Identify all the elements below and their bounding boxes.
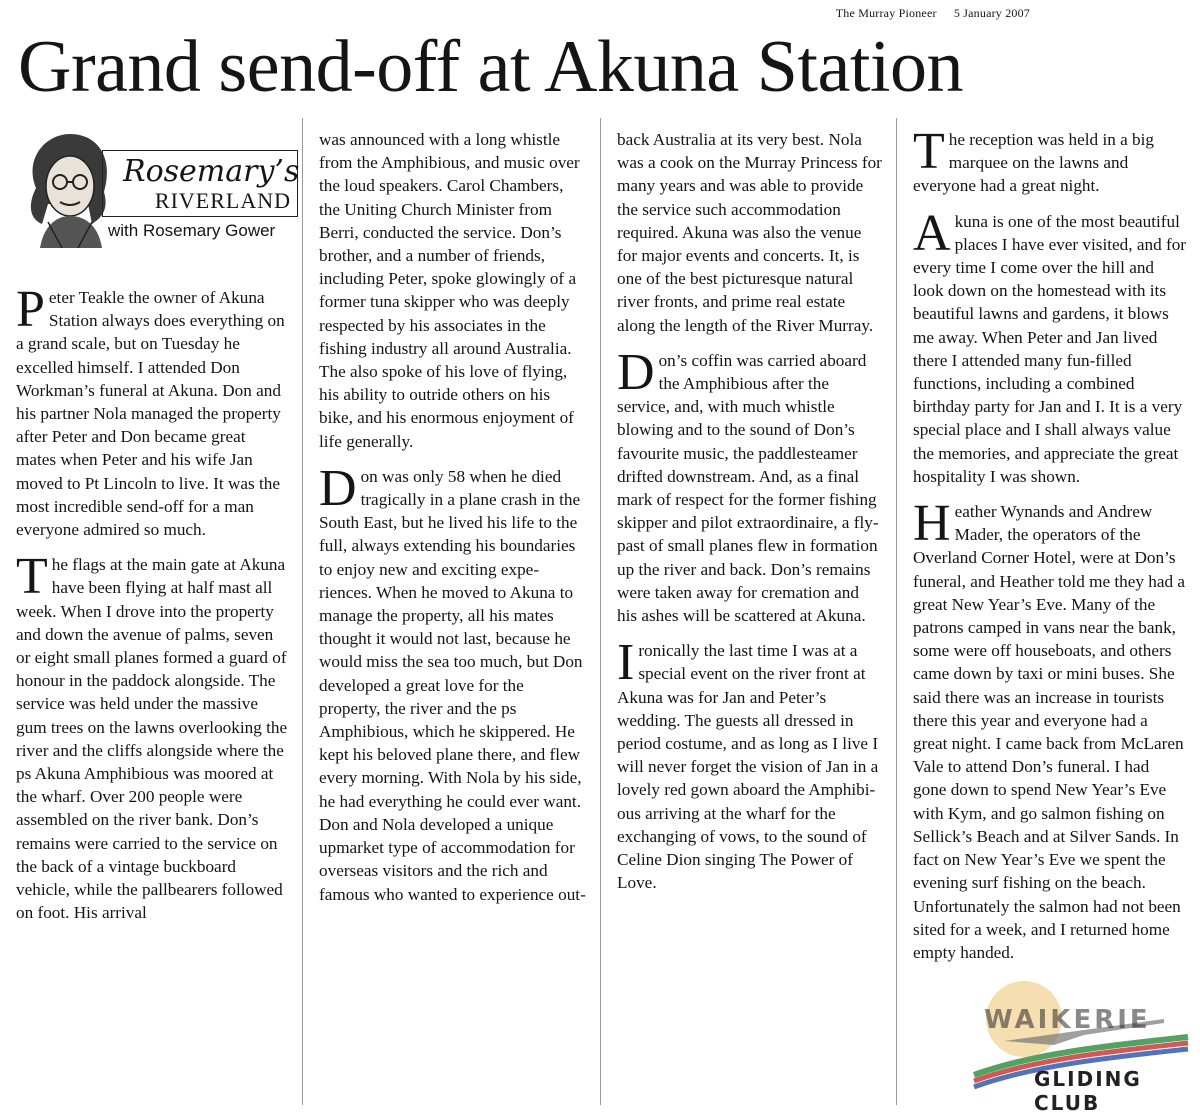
column-3	[600, 118, 896, 1105]
column-title-script: Rosemary’s	[123, 154, 300, 189]
paragraph-text: ronically the last time I was at a special event on the river front at Akuna was for Jan and Peter’s wedding. The guests all dressed in period costume, and as long as I live I will never forget the vision of Jan in a lovely red gown aboard the Amphibious arriving at the wharf for the exchanging of vows, to the sound of Celine Dion singing The Power of Love.	[617, 641, 879, 893]
article-paragraph	[617, 343, 882, 627]
paragraph-text: kuna is one of the most beautiful places I have ever visited, and for every time I come over the hill and look down on the homestead with its beautiful lawns and gardens, it blows me away. When Peter and Jan lived there I attended many fun-filled functions, including a combined birthday party for Jan and I. It is a very special place and I shall always value the memories, and appreciate the great hospitality I was shown.	[913, 211, 1187, 486]
paragraph-text: eather Wynands and Andrew Mader, the operators of the Overland Corner Hotel, were at Don’s funeral, and Heather told me they had a great New Year’s Eve. Many of the patrons camped in vans near the bank, some were off houseboats, and others came down by taxi or mini buses. She said there was an increase in tourists there this year and everyone had a great night. I came back from McLaren Vale to attend Don’s funeral. I had gone down to spend New Year’s Eve with Kym, and go salmon fishing on Sellick’s Beach and at Silver Sands. In fact on New Year’s Eve we spent the evening surf fishing on the beach. Unfortunately the salmon had not been sited for a week, and I returned home empty handed.	[913, 502, 1186, 962]
article-paragraph	[319, 459, 586, 906]
watermark-word-1: WAIKERIE	[984, 1005, 1151, 1035]
publication-date: 5 January 2007	[953, 6, 1030, 20]
paragraph-text: on’s coffin was carried aboard the Amphibious after the service, and, with much whistle blowing and to the sound of Don’s favourite music, the paddlesteamer drifted downstream. And, as a final mark of respect for the former fishing skipper and pilot extraordinaire, a fly-past of small planes flew in formation up the river and back. Don’s remains were taken away for cremation and his ashes will be scattered at Akuna.	[617, 350, 879, 626]
column-body	[617, 128, 882, 895]
paragraph-text: he flags at the main gate at Akuna have been flying at half mast all week. When I drove into the property and down the avenue of palms, seven or eight small planes formed a guard of honour in the paddock alongside. The service was held under the massive gum trees on the lawns overlooking the river and the cliffs alongside where the ps Akuna Amphibious was moored at the wharf. Over 200 people were assembled on the river bank. Don’s remains were carried to the service on the back of a vintage buckboard vehicle, while the pallbearers followed on foot. His arrival	[16, 555, 288, 923]
headline: Grand send-off at Akuna Station	[18, 26, 963, 108]
column-body	[913, 123, 1187, 964]
paragraph-text: he reception was held in a big marquee on the lawns and everyone had a great night.	[913, 130, 1154, 196]
drop-cap: D	[319, 459, 357, 517]
publication-name: The Murray Pioneer	[835, 6, 937, 20]
article-paragraph	[913, 204, 1187, 488]
column-2	[302, 118, 600, 1105]
paragraph-text: eter Teakle the owner of Akuna Station always does everything on a grand scale, but on Tuesday he excelled himself. I attended Don Workman’s funeral at Akuna. Don and his partner Nola managed the property after Peter and Don became great mates when Peter and his wife Jan moved to Pt Lincoln to live. It was the most incredible send-off for a man everyone admired so much.	[16, 288, 285, 540]
article-paragraph	[913, 495, 1186, 964]
article-paragraph	[913, 123, 1186, 198]
column-title	[102, 150, 298, 217]
column-title-place: RIVERLAND	[154, 188, 291, 213]
watermark-word-2: GLIDING CLUB	[1034, 1067, 1142, 1115]
article-paragraph	[617, 634, 882, 894]
drop-cap: I	[617, 634, 635, 692]
column-body	[16, 281, 288, 924]
article-paragraph	[16, 548, 288, 924]
article-paragraph	[617, 128, 882, 337]
byline: with Rosemary Gower	[108, 221, 276, 240]
column-logo	[16, 128, 300, 278]
article-paragraph	[16, 281, 288, 541]
drop-cap: T	[913, 123, 945, 180]
paragraph-text: was announced with a long whistle from the Amphibious, and music over the loud speakers. Carol Chambers, the Uniting Church Minister from Berri, conducted the service. Don’s brother, and a number of friends, including Peter, spoke glowingly of a former tuna skipper who was deeply respected by his associates in the fishing industry all around Australia. The also spoke of his love of flying, his ability to outride others on his bike, and his enormous enjoyment of life generally.	[319, 130, 580, 451]
paragraph-text: back Australia at its very best. Nola was a cook on the Murray Princess for many years and was able to provide the service such accommodation required. Akuna was also the venue for major events and concerts. It, is one of the best picturesque natural river fronts, and prime real estate along the length of the River Murray.	[617, 130, 882, 335]
drop-cap: T	[16, 548, 48, 606]
paragraph-text: on was only 58 when he died tragically in a plane crash in the South East, but he lived his life to the full, always extending his boundaries to enjoy new and exciting experiences. When he moved to Akuna to manage the property, all his mates thought it would not last, because he would miss the sea too much, but Don developed a great love for the property, the river and the ps Amphibious, which he skippered. He kept his beloved plane there, and flew every morning. With Nola by his side, he had everything he could ever want. Don and Nola developed a unique upmarket type of accommodation for overseas visitors and the rich and famous who wanted to experience out-	[319, 466, 586, 904]
drop-cap: P	[16, 281, 45, 338]
drop-cap: A	[913, 204, 951, 262]
drop-cap: H	[913, 495, 951, 553]
column-1	[0, 118, 302, 1105]
watermark-logo	[964, 949, 1194, 1115]
column-body	[319, 128, 586, 906]
article-paragraph	[319, 128, 586, 453]
drop-cap: D	[617, 343, 655, 401]
